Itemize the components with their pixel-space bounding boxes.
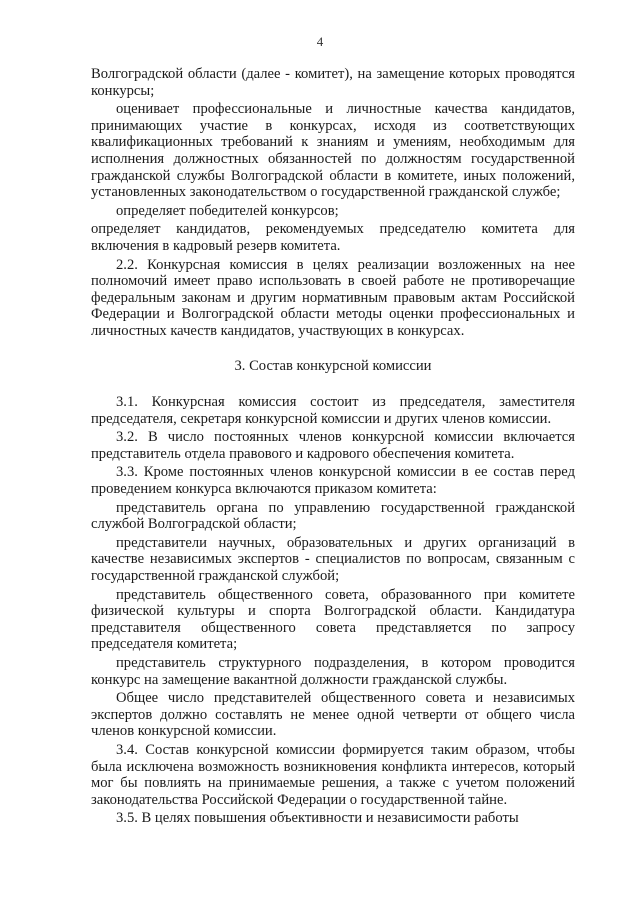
paragraph: Волгоградской области (далее - комитет), на замещение которых проводятся конкурсы;	[91, 66, 575, 99]
paragraph: 3.4. Состав конкурсной комиссии формируется таким образом, чтобы была исключена возможность возникновения конфликта интересов, который мог бы повлиять на принимаемые решения, а также с учетом положений законодательства Российской Федерации о государственной тайне.	[91, 741, 575, 808]
paragraph: 3.5. В целях повышения объективности и независимости работы	[116, 810, 519, 827]
document-body	[91, 66, 575, 829]
paragraph: представитель органа по управлению государственной гражданской службой Волгоградской области;	[91, 499, 575, 533]
paragraph: представители научных, образовательных и других организаций в качестве независимых экспертов - специалистов по вопросам, связанным с государственной гражданской службой;	[91, 534, 575, 585]
paragraph: определяет победителей конкурсов;	[116, 202, 339, 219]
paragraph: 3.2. В число постоянных членов конкурсной комиссии включается представитель отдела правового и кадрового обеспечения комитета.	[91, 429, 575, 462]
paragraph: представитель общественного совета, образованного при комитете физической культуры и спорта Волгоградской области. Кандидатура представителя общественного совета представляется по запросу председателя комитета;	[91, 586, 575, 653]
paragraph: определяет кандидатов, рекомендуемых председателю комитета для включения в кадровый резерв комитета.	[91, 221, 575, 254]
paragraph: Общее число представителей общественного совета и независимых экспертов должно составлять не менее одной четверти от общего числа членов конкурсной комиссии.	[91, 690, 575, 740]
paragraph: представитель структурного подразделения, в котором проводится конкурс на замещение вакантной должности гражданской службы.	[91, 655, 575, 688]
paragraph: 3.1. Конкурсная комиссия состоит из председателя, заместителя председателя, секретаря конкурсной комиссии и других членов комиссии.	[91, 394, 575, 427]
paragraph: 3.3. Кроме постоянных членов конкурсной комиссии в ее состав перед проведением конкурса включаются приказом комитета:	[91, 464, 575, 498]
page-number: 4	[316, 34, 324, 49]
paragraph: оценивает профессиональные и личностные качества кандидатов, принимающих участие в конкурсах, исходя из соответствующих квалификационных требований к знаниям и умениям, необходимым для исполнения должностных обязанностей по должностям государственной гражданской службы Волгоградской области в комитете, иных положений, установленных законодательством о государственной гражданской службе;	[91, 101, 575, 201]
section-heading: 3. Состав конкурсной комиссии	[234, 357, 432, 374]
paragraph: 2.2. Конкурсная комиссия в целях реализации возложенных на нее полномочий имеет право использовать в своей работе не противоречащие федеральным законам и другим нормативным правовым актам Российской Федерации и Волгоградской области методы оценки профессиональных и личностных качеств кандидатов, участвующих в конкурсах.	[91, 256, 575, 339]
